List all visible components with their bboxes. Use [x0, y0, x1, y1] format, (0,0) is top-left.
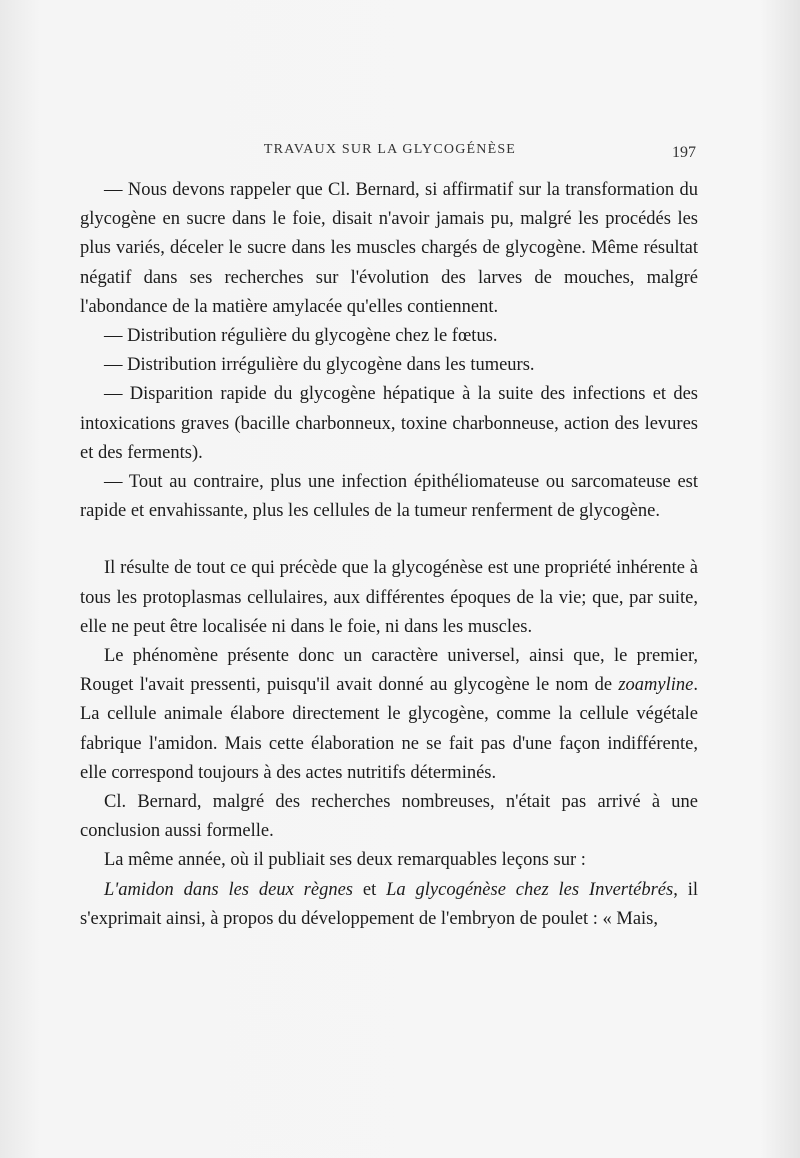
paragraph: Cl. Bernard, malgré des recherches nombreuses, n'était pas arrivé à une conclusion aussi formelle.	[80, 792, 698, 842]
paragraph: — Distribution régulière du glycogène chez le fœtus.	[104, 326, 498, 347]
page-number: 197	[672, 144, 696, 161]
running-head: TRAVAUX SUR LA GLYCOGÉNÈSE	[263, 142, 517, 157]
paragraph	[80, 642, 698, 788]
text-run: , il s'exprimait ainsi, à propos du développement de l'embryon de poulet : « Mais,	[80, 879, 698, 929]
italic-term: zoamyline	[618, 675, 694, 696]
text-run: Le phénomène présente donc un caractère universel, ainsi que, le premier, Rouget l'avait pressenti, puisqu'il avait donné au glycogène le nom de	[80, 646, 698, 696]
page-header	[80, 142, 700, 164]
paragraph: La même année, où il publiait ses deux remarquables leçons sur :	[104, 850, 586, 871]
paragraph: Il résulte de tout ce qui précède que la glycogénèse est une propriété inhérente à tous les protoplasmas cellulaires, aux différentes époques de la vie; que, par suite, elle ne peut être localisée ni dans le foie, ni dans les muscles.	[80, 558, 698, 637]
paragraph	[80, 876, 698, 934]
paragraph: — Nous devons rappeler que Cl. Bernard, si affirmatif sur la transformation du glycogène en sucre dans le foie, disait n'avoir jamais pu, malgré les procédés les plus variés, déceler le sucre dans les muscles chargés de glycogène. Même résultat négatif dans ses recherches sur l'évolution des larves de mouches, malgré l'abondance de la matière amylacée qu'elles contiennent.	[80, 180, 698, 317]
italic-title: L'amidon dans les deux règnes	[104, 879, 353, 900]
text-run: et	[353, 879, 387, 900]
body-text	[80, 176, 698, 934]
italic-title: La glycogénèse chez les Invertébrés	[386, 879, 674, 900]
paragraph: — Distribution irrégulière du glycogène dans les tumeurs.	[104, 355, 535, 376]
paragraph: — Tout au contraire, plus une infection épithéliomateuse ou sarcomateuse est rapide et envahissante, plus les cellules de la tumeur renferment de glycogène.	[80, 472, 698, 522]
paragraph: — Disparition rapide du glycogène hépatique à la suite des infections et des intoxications graves (bacille charbonneux, toxine charbonneuse, action des levures et des ferments).	[80, 384, 698, 463]
text-run: . La cellule animale élabore directement le glycogène, comme la cellule végétale fabrique l'amidon. Mais cette élaboration ne se fait pas d'une façon indifférente, elle correspond toujours à des actes nutritifs déterminés.	[80, 675, 698, 783]
